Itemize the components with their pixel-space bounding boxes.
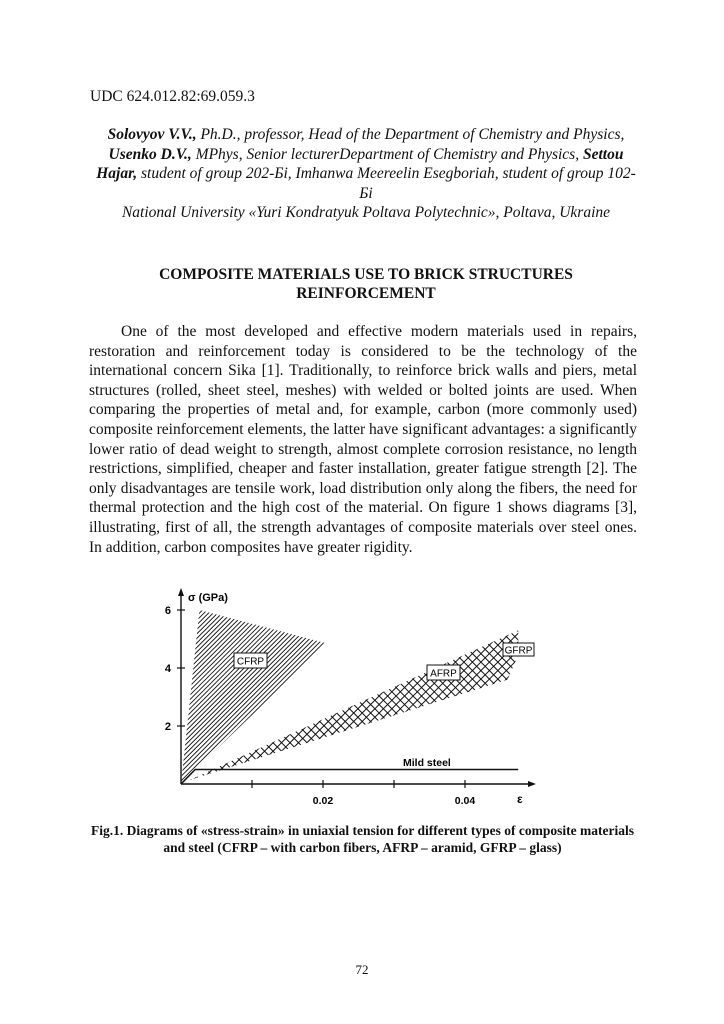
- author-1-desc: Ph.D., professor, Head of the Department of Chemistry and Physics,: [196, 126, 625, 143]
- chart-svg: [150, 585, 550, 815]
- svg-text:GFRP: GFRP: [504, 645, 533, 657]
- y-tick-label: 2: [164, 721, 171, 733]
- authors-block: [96, 125, 636, 223]
- affiliation: National University «Yuri Kondratyuk Poltava Polytechnic», Poltava, Ukraine: [121, 204, 611, 221]
- x-tick-label: 0.04: [454, 795, 476, 807]
- author-2-name: Usenko D.V.,: [108, 145, 192, 163]
- body-text: [89, 322, 637, 557]
- author-3-name: Settou Hajar,: [96, 145, 624, 182]
- paper-title: COMPOSITE MATERIALS USE TO BRICK STRUCTURES REINFORCEMENT: [159, 266, 573, 302]
- page-number: 72: [355, 962, 369, 977]
- y-tick-label: 4: [164, 663, 171, 675]
- figure-stress-strain: [150, 585, 550, 815]
- svg-text:CFRP: CFRP: [236, 656, 265, 668]
- author-2-desc: MPhys, Senior lecturerDepartment of Chemistry and Physics,: [191, 145, 583, 163]
- series-mild-steel-line: [181, 770, 518, 785]
- label-gfrp: [503, 643, 534, 657]
- y-axis-arrow: [178, 588, 184, 596]
- x-tick-label: 0.02: [312, 795, 334, 807]
- author-3-desc: student of group 202-Бі, Imhanwa Meereelin Esegboriah, student of group 102-Бі: [137, 165, 636, 202]
- figure-caption: Fig.1. Diagrams of «stress-strain» in uniaxial tension for different types of composite materials and steel (CFRP – with carbon fibers, AFRP – aramid, GFRP – glass): [91, 823, 634, 855]
- x-axis-label: ε: [517, 792, 523, 806]
- label-mild-steel: Mild steel: [403, 757, 451, 769]
- body-paragraph: One of the most developed and effective modern materials used in repairs, restoration and reinforcement today is considered to be the technology of the international concern Sika [1]. Traditionally, to reinforce brick walls and piers, metal structures (rolled, sheet steel, meshes) with welded or bolted joints are used. When comparing the properties of metal and, for example, carbon (more commonly used) composite reinforcement elements, the latter have significant advantages: a significantly lower ratio of dead weight to strength, almost complete corrosion resistance, no length restrictions, simplified, cheaper and faster installation, greater fatigue strength [2]. The only disadvantages are tensile work, load distribution only along the fibers, the need for thermal protection and the high cost of the material. On figure 1 shows diagrams [3], illustrating, first of all, the strength advantages of composite materials over steel ones. In addition, carbon composites have greater rigidity.: [89, 323, 637, 556]
- label-afrp: [427, 665, 460, 680]
- y-axis-label: σ (GPa): [188, 592, 228, 604]
- svg-text:AFRP: AFRP: [430, 668, 457, 680]
- x-axis-arrow: [528, 781, 536, 787]
- author-1-name: Solovyov V.V.,: [107, 126, 197, 143]
- y-tick-label: 6: [164, 605, 171, 617]
- label-cfrp: [234, 653, 267, 668]
- udc-code: UDC 624.012.82:69.059.3: [90, 88, 255, 105]
